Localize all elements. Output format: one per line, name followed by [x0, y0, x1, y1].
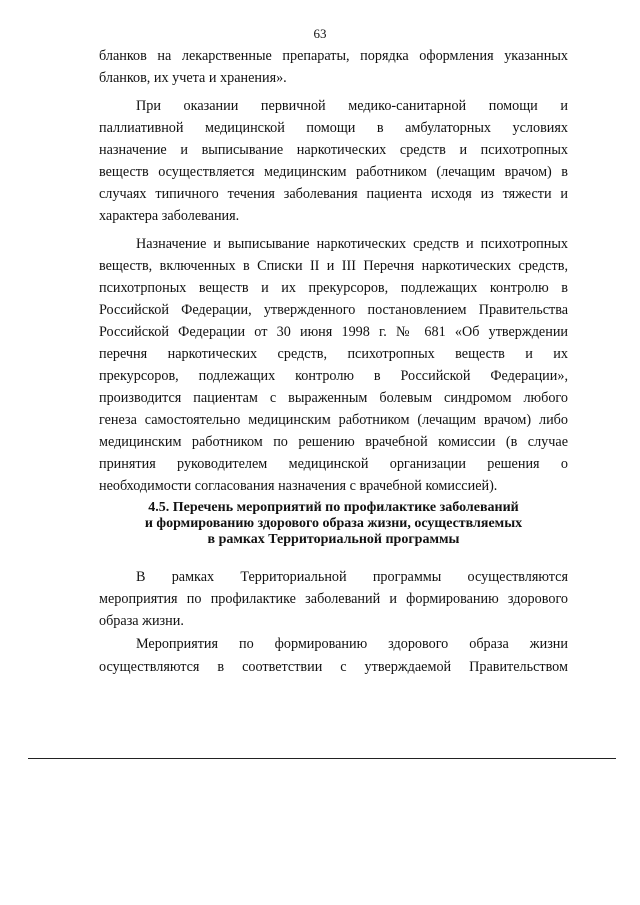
text-line: При оказании первичной медико-санитарной помощи и	[136, 98, 568, 114]
text-line: Российской Федерации, утвержденного постановлением Правительства	[99, 302, 568, 318]
text-line: медицинским работником по решению врачебной комиссии (в случае	[99, 434, 568, 450]
text-line: принятия руководителем медицинской организации решения о	[99, 456, 568, 472]
page-bottom-rule	[28, 758, 616, 759]
section-heading	[99, 500, 568, 548]
section-heading-line: и формированию здорового образа жизни, осуществляемых	[144, 516, 523, 531]
text-line: случаях типичного течения заболевания пациента исходя из тяжести и	[99, 186, 568, 202]
text-line: В рамках Территориальной программы осуществляются	[136, 569, 568, 585]
text-line: генеза самостоятельно медицинским работником (лечащим врачом) либо	[99, 412, 568, 428]
text-line: паллиативной медицинской помощи в амбулаторных условиях	[99, 120, 568, 136]
text-line: осуществляются в соответствии с утверждаемой Правительством	[99, 659, 568, 675]
text-line: производится пациентам с выраженным болевым синдромом любого	[99, 390, 568, 406]
section-heading-line: 4.5. Перечень мероприятий по профилактике заболеваний	[148, 500, 519, 515]
text-line: Назначение и выписывание наркотических средств и психотропных	[136, 236, 568, 252]
text-line: перечня наркотических средств, психотропных веществ и их	[99, 346, 568, 362]
text-line: психотрпоных веществ и их прекурсоров, подлежащих контролю в	[99, 280, 568, 296]
text-line: мероприятия по профилактике заболеваний и формированию здорового	[99, 591, 568, 607]
text-line: бланков на лекарственные препараты, порядка оформления указанных	[99, 48, 568, 64]
text-line: бланков, их учета и хранения».	[99, 70, 287, 86]
text-line: назначение и выписывание наркотических средств и психотропных	[99, 142, 568, 158]
page-number: 63	[313, 26, 327, 41]
section-heading-line: в рамках Территориальной программы	[207, 532, 460, 547]
text-line: веществ, включенных в Списки II и III Перечня наркотических средств,	[99, 258, 568, 274]
text-line: необходимости согласования назначения с врачебной комиссией).	[99, 478, 498, 494]
text-line: прекурсоров, подлежащих контролю в Российской Федерации»,	[99, 368, 568, 384]
text-line: веществ осуществляется медицинским работником (лечащим врачом) в	[99, 164, 568, 180]
text-line: характера заболевания.	[99, 208, 240, 224]
text-line: Российской Федерации от 30 июня 1998 г. № 681 «Об утверждении	[99, 324, 568, 340]
text-line: образа жизни.	[99, 613, 184, 629]
text-line: Мероприятия по формированию здорового образа жизни	[136, 636, 568, 652]
